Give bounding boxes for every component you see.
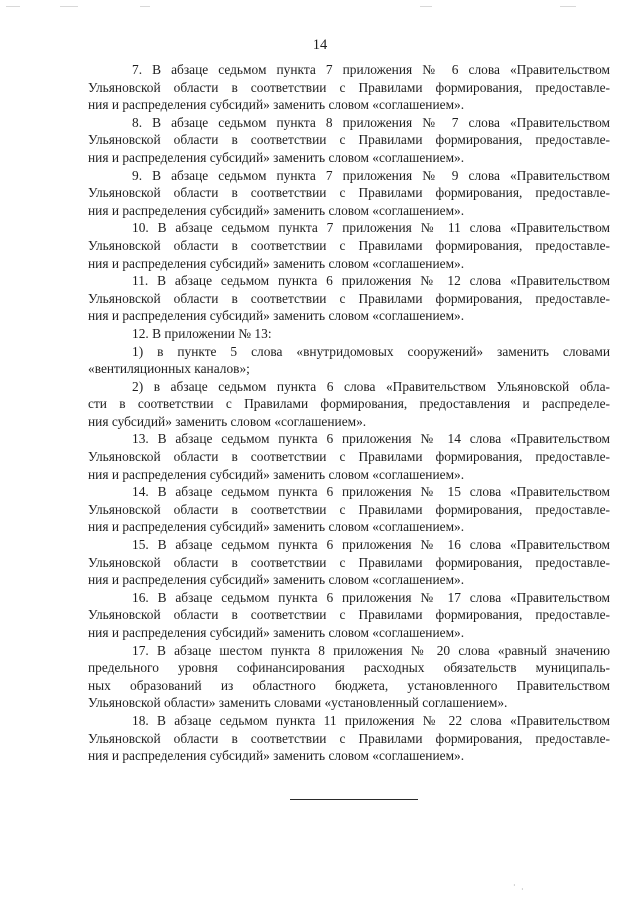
paragraph-line: 13. В абзаце седьмом пункта 6 приложения № 14 слова «Правительством bbox=[132, 431, 610, 447]
document-body bbox=[88, 61, 610, 765]
page-number: 14 bbox=[312, 37, 328, 53]
paragraph-line: 2) в абзаце седьмом пункта 6 слова «Правительством Ульяновской обла- bbox=[132, 378, 610, 394]
paragraph-p13 bbox=[88, 430, 610, 483]
paragraph-line: ния субсидий» заменить словом «соглашением». bbox=[88, 413, 367, 429]
paragraph-p12-1 bbox=[88, 343, 610, 378]
paragraph-line: «вентиляционных каналов»; bbox=[88, 361, 250, 377]
paragraph-line: Ульяновской области в соответствии с Правилами формирования, предоставле- bbox=[88, 185, 610, 201]
paragraph-line: ния и распределения субсидий» заменить словом «соглашением». bbox=[88, 255, 465, 271]
paragraph-line: предельного уровня софинансирования расходных обязательств муниципаль- bbox=[88, 660, 610, 676]
paragraph-p11 bbox=[88, 272, 610, 325]
paragraph-line: Ульяновской области в соответствии с Правилами формирования, предоставле- bbox=[88, 607, 610, 623]
paragraph-p7 bbox=[88, 61, 610, 114]
paragraph-line: 9. В абзаце седьмом пункта 7 приложения № 9 слова «Правительством bbox=[132, 167, 610, 183]
paragraph-p12-2 bbox=[88, 378, 610, 431]
paragraph-line: ния и распределения субсидий» заменить словом «соглашением». bbox=[88, 466, 465, 482]
paragraph-p14 bbox=[88, 483, 610, 536]
paragraph-line: 14. В абзаце седьмом пункта 6 приложения № 15 слова «Правительством bbox=[132, 484, 610, 500]
paragraph-line: ния и распределения субсидий» заменить словом «соглашением». bbox=[88, 308, 465, 324]
paragraph-line: 1) в пункте 5 слова «внутридомовых сооружений» заменить словами bbox=[132, 343, 610, 359]
paragraph-line: Ульяновской области в соответствии с Правилами формирования, предоставле- bbox=[88, 132, 610, 148]
paragraph-p18 bbox=[88, 712, 610, 765]
paragraph-line: Ульяновской области в соответствии с Правилами формирования, предоставле- bbox=[88, 237, 610, 253]
paragraph-line: сти в соответствии с Правилами формирования, предоставления и распределе- bbox=[88, 396, 610, 412]
paragraph-line: 8. В абзаце седьмом пункта 8 приложения № 7 слова «Правительством bbox=[132, 114, 610, 130]
paragraph-line: 17. В абзаце шестом пункта 8 приложения № 20 слова «равный значению bbox=[132, 642, 610, 658]
scan-mark: · bbox=[521, 885, 524, 894]
paragraph-line: ния и распределения субсидий» заменить словом «соглашением». bbox=[88, 519, 465, 535]
paragraph-line: 10. В абзаце седьмом пункта 7 приложения № 11 слова «Правительством bbox=[132, 220, 610, 236]
paragraph-line: Ульяновской области в соответствии с Правилами формирования, предоставле- bbox=[88, 79, 610, 95]
paragraph-line: ния и распределения субсидий» заменить словом «соглашением». bbox=[88, 572, 465, 588]
scan-mark: · bbox=[513, 881, 516, 890]
paragraph-line: 15. В абзаце седьмом пункта 6 приложения № 16 слова «Правительством bbox=[132, 537, 610, 553]
paragraph-line: ния и распределения субсидий» заменить словом «соглашением». bbox=[88, 748, 465, 764]
paragraph-line: ния и распределения субсидий» заменить словом «соглашением». bbox=[88, 97, 465, 113]
paragraph-line: 7. В абзаце седьмом пункта 7 приложения № 6 слова «Правительством bbox=[132, 62, 610, 77]
paragraph-line: ных образований из областного бюджета, установленного Правительством bbox=[88, 677, 610, 693]
paragraph-line: Ульяновской области в соответствии с Правилами формирования, предоставле- bbox=[88, 449, 610, 465]
paragraph-p15 bbox=[88, 536, 610, 589]
paragraph-p8 bbox=[88, 114, 610, 167]
paragraph-line: Ульяновской области в соответствии с Правилами формирования, предоставле- bbox=[88, 501, 610, 517]
paragraph-line: Ульяновской области в соответствии с Правилами формирования, предоставле- bbox=[88, 554, 610, 570]
paragraph-line: Ульяновской области в соответствии с Правилами формирования, предоставле- bbox=[88, 730, 610, 746]
paragraph-line: ния и распределения субсидий» заменить словом «соглашением». bbox=[88, 202, 465, 218]
paragraph-line: Ульяновской области в соответствии с Правилами формирования, предоставле- bbox=[88, 290, 610, 306]
paragraph-p10 bbox=[88, 219, 610, 272]
paragraph-p12 bbox=[88, 325, 610, 343]
paragraph-line: Ульяновской области» заменить словами «установленный соглашением». bbox=[88, 695, 508, 711]
paragraph-p16 bbox=[88, 589, 610, 642]
paragraph-line: 12. В приложении № 13: bbox=[132, 325, 272, 341]
paragraph-line: ния и распределения субсидий» заменить словом «соглашением». bbox=[88, 149, 465, 165]
end-divider bbox=[290, 799, 418, 800]
paragraph-line: 16. В абзаце седьмом пункта 6 приложения № 17 слова «Правительством bbox=[132, 589, 610, 605]
paragraph-line: 11. В абзаце седьмом пункта 6 приложения № 12 слова «Правительством bbox=[132, 273, 610, 289]
paragraph-p9 bbox=[88, 167, 610, 220]
paragraph-p17 bbox=[88, 642, 610, 712]
paragraph-line: ния и распределения субсидий» заменить словом «соглашением». bbox=[88, 625, 465, 640]
paragraph-line: 18. В абзаце седьмом пункта 11 приложения № 22 слова «Правительством bbox=[132, 712, 610, 728]
